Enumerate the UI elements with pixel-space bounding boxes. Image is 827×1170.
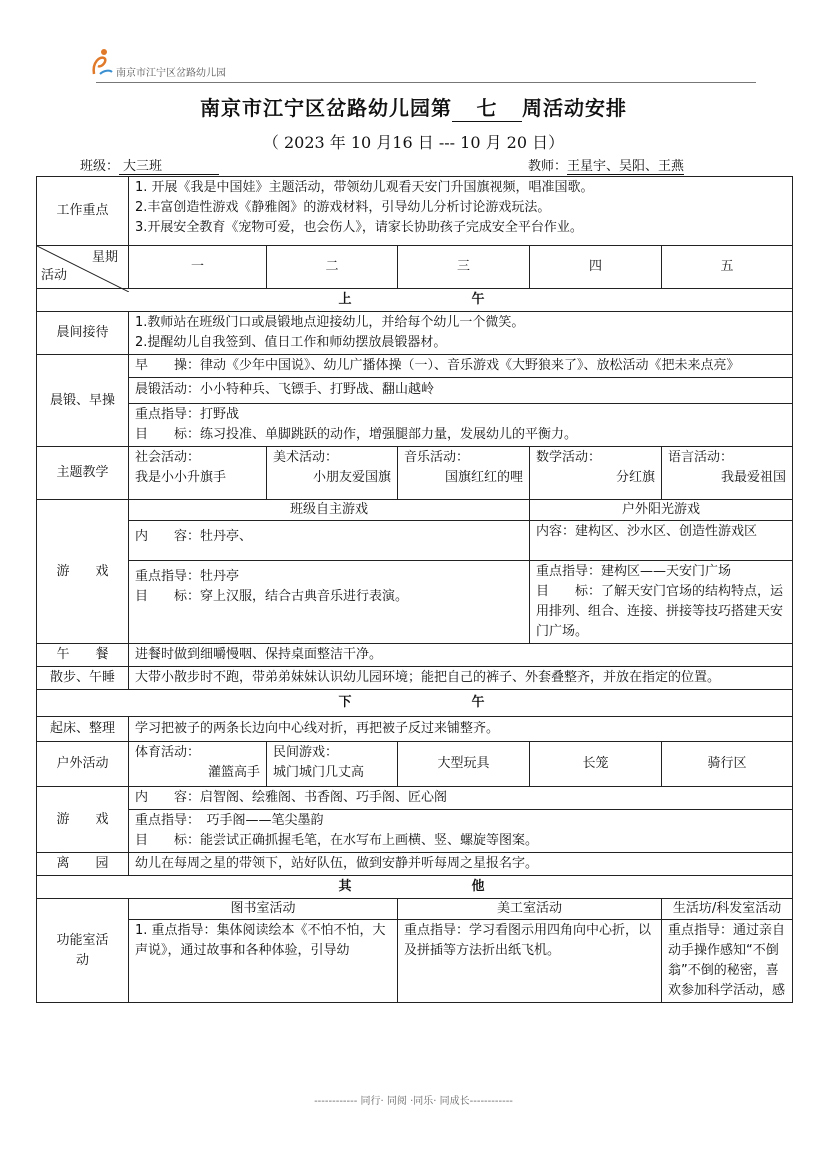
focus-line: 2.丰富创造性游戏《静雅阁》的游戏材料，引导幼儿分析讨论游戏玩法。 bbox=[135, 200, 551, 215]
wake-text: 学习把被子的两条长边向中心线对折，再把被子反过来铺整齐。 bbox=[129, 717, 793, 742]
header-divider bbox=[96, 82, 756, 83]
diagonal-header-cell bbox=[37, 246, 129, 289]
afternoon-section-header: 下午 bbox=[37, 690, 793, 717]
afternoon-games-row bbox=[37, 787, 793, 810]
wake-label: 起床、整理 bbox=[37, 717, 129, 742]
class-info: 班级： 大三班 bbox=[80, 155, 219, 175]
outdoor-game-content: 内容：建构区、沙水区、创造性游戏区 bbox=[530, 521, 793, 561]
date-range: （ 2023 年 10 月16 日 --- 10 月 20 日） bbox=[262, 133, 565, 152]
morning-ex-text: 早 操：律动《少年中国说》、幼儿广播体操（一）、音乐游戏《大野狼来了》、放松活动《把未来点亮》 bbox=[129, 355, 793, 378]
art-room-title: 美工室活动 bbox=[398, 899, 662, 920]
leave-row bbox=[37, 853, 793, 876]
exercise-guide-text: 重点指导：打野战 bbox=[135, 407, 240, 422]
science-room-title: 生活坊/科发室活动 bbox=[662, 899, 793, 920]
cage-cell: 长笼 bbox=[530, 742, 662, 787]
class-game-guide: 重点指导：牡丹亭 bbox=[135, 569, 240, 584]
folk-game-cell: 民间游戏： 城门城门几丈高 bbox=[267, 742, 398, 787]
morning-games-label: 游 戏 bbox=[37, 500, 129, 644]
other-section-header: 其他 bbox=[37, 876, 793, 899]
reception-line: 2.提醒幼儿自我签到、值日工作和师幼摆放晨锻器材。 bbox=[135, 335, 447, 350]
class-name: 大三班 bbox=[119, 155, 219, 175]
outdoor-game-guide: 重点指导：建构区——天安门广场 bbox=[536, 564, 732, 579]
weekday-wed: 三 bbox=[398, 246, 530, 289]
weekday-corner-label: 星期 bbox=[91, 250, 118, 265]
logo-text: 南京市江宁区岔路幼儿园 bbox=[116, 68, 226, 79]
reception-label: 晨间接待 bbox=[37, 312, 129, 355]
theme-cell: 美术活动： 小朋友爱国旗 bbox=[267, 447, 398, 500]
weekday-tue: 二 bbox=[267, 246, 398, 289]
leave-text: 幼儿在每周之星的带领下，站好队伍，做到安静并听每周之星报名字。 bbox=[129, 853, 793, 876]
theme-cell: 语言活动： 我最爱祖国 bbox=[662, 447, 793, 500]
nap-text: 大带小散步时不跑，带弟弟妹妹认识幼儿园环境；能把自己的裤子、外套叠整齐，并放在指定的位置。 bbox=[129, 667, 793, 690]
page-footer: ------------ 同行· 同阅 ·同乐· 同成长------------ bbox=[314, 1096, 513, 1107]
theme-cell: 数学活动： 分红旗 bbox=[530, 447, 662, 500]
lunch-row bbox=[37, 644, 793, 667]
nap-row bbox=[37, 667, 793, 690]
kindergarten-logo-icon bbox=[90, 46, 114, 76]
function-room-label: 功能室活动 bbox=[37, 899, 129, 1003]
afternoon-games-guide: 重点指导： 巧手阁——笔尖墨韵 bbox=[135, 813, 324, 828]
outdoor-game-goal: 目 标：了解天安门官场的结构特点，运用排列、组合、连接、拼接等技巧搭建天安门广场。 bbox=[536, 584, 784, 639]
afternoon-games-label: 游 戏 bbox=[37, 787, 129, 853]
focus-line: 1. 开展《我是中国娃》主题活动，带领幼儿观看天安门升国旗视频，唱准国歌。 bbox=[135, 180, 594, 195]
reception-line: 1.教师站在班级门口或晨锻地点迎接幼儿，并给每个幼儿一个微笑。 bbox=[135, 315, 525, 330]
focus-line: 3.开展安全教育《宠物可爱，也会伤人》，请家长协助孩子完成安全平台作业。 bbox=[135, 220, 583, 235]
outdoor-game-title: 户外阳光游戏 bbox=[530, 500, 793, 521]
theme-cell: 音乐活动： 国旗红红的哩 bbox=[398, 447, 530, 500]
exercise-activity-text: 晨锻活动：小小特种兵、飞镖手、打野战、翻山越岭 bbox=[129, 378, 793, 404]
weekday-thu: 四 bbox=[530, 246, 662, 289]
afternoon-games-content: 内 容：启智阁、绘雅阁、书香阁、巧手阁、匠心阁 bbox=[129, 787, 793, 810]
art-room-text: 重点指导：学习看图示用四角向中心折，以及拼插等方法折出纸飞机。 bbox=[398, 920, 662, 1003]
library-title: 图书室活动 bbox=[129, 899, 398, 920]
morning-exercise-row bbox=[37, 355, 793, 378]
morning-games-row bbox=[37, 500, 793, 521]
nap-label: 散步、午睡 bbox=[37, 667, 129, 690]
page-header bbox=[90, 44, 755, 84]
class-game-content: 内 容：牡丹亭、 bbox=[129, 521, 530, 561]
function-room-title-row bbox=[37, 899, 793, 920]
page-title: 南京市江宁区岔路幼儿园第 七 周活动安排 bbox=[0, 92, 827, 122]
weekday-mon: 一 bbox=[129, 246, 267, 289]
morning-section-header: 上午 bbox=[37, 289, 793, 312]
work-focus-label: 工作重点 bbox=[37, 177, 129, 246]
library-text: 1. 重点指导：集体阅读绘本《不怕不怕，大声说》，通过故事和各种体验，引导幼 bbox=[129, 920, 398, 1003]
sport-cell: 体育活动： 灌篮高手 bbox=[129, 742, 267, 787]
weekly-schedule-table bbox=[36, 176, 793, 1003]
outdoor-row bbox=[37, 742, 793, 787]
activity-corner-label: 活动 bbox=[41, 268, 68, 283]
theme-label: 主题教学 bbox=[37, 447, 129, 500]
theme-cell: 社会活动： 我是小小升旗手 bbox=[129, 447, 267, 500]
large-toy-cell: 大型玩具 bbox=[398, 742, 530, 787]
weekday-row bbox=[37, 246, 793, 289]
morning-reception-row bbox=[37, 312, 793, 355]
science-room-text: 重点指导：通过亲自动手操作感知“不倒翁”不倒的秘密，喜欢参加科学活动，感 bbox=[662, 920, 793, 1003]
class-game-title: 班级自主游戏 bbox=[129, 500, 530, 521]
teacher-names: 王星宇、吴阳、王燕 bbox=[567, 155, 684, 175]
leave-label: 离 园 bbox=[37, 853, 129, 876]
outdoor-label: 户外活动 bbox=[37, 742, 129, 787]
lunch-label: 午 餐 bbox=[37, 644, 129, 667]
class-game-goal: 目 标：穿上汉服，结合古典音乐进行表演。 bbox=[135, 589, 409, 604]
wake-row bbox=[37, 717, 793, 742]
exercise-goal-text: 目 标：练习投准、单脚跳跃的动作，增强腿部力量，发展幼儿的平衡力。 bbox=[135, 427, 578, 442]
weekday-fri: 五 bbox=[662, 246, 793, 289]
week-number: 七 bbox=[452, 92, 522, 122]
work-focus-row bbox=[37, 177, 793, 246]
exercise-label: 晨锻、早操 bbox=[37, 355, 129, 447]
afternoon-games-goal: 目 标：能尝试正确抓握毛笔，在水写布上画横、竖、螺旋等图案。 bbox=[135, 833, 539, 848]
lunch-text: 进餐时做到细嚼慢咽、保持桌面整洁干净。 bbox=[129, 644, 793, 667]
teacher-info: 教师：王星宇、吴阳、王燕 bbox=[528, 155, 684, 175]
theme-teaching-row bbox=[37, 447, 793, 500]
ride-area-cell: 骑行区 bbox=[662, 742, 793, 787]
